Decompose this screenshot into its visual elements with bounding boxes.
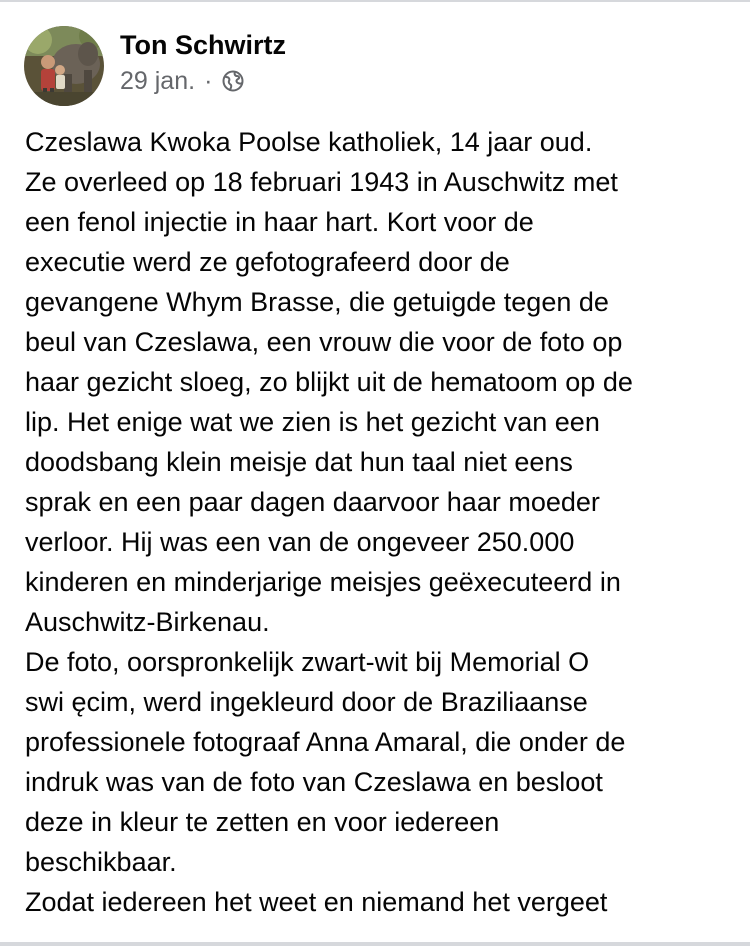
post-header-text: [120, 30, 286, 96]
post-text: [25, 122, 741, 922]
post-text-line: professionele fotograaf Anna Amaral, die onder de: [25, 727, 626, 757]
post-text-line: deze in kleur te zetten en voor iedereen: [25, 807, 500, 837]
avatar-photo: [24, 26, 104, 106]
post-text-line: een fenol injectie in haar hart. Kort voor de: [25, 207, 534, 237]
post-text-line: gevangene Whym Brasse, die getuigde tegen de: [25, 287, 609, 317]
avatar[interactable]: [24, 26, 104, 106]
post-text-line: sprak en een paar dagen daarvoor haar moeder: [25, 487, 600, 517]
post-text-line: haar gezicht sloeg, zo blijkt uit de hematoom op de: [25, 367, 633, 397]
author-name[interactable]: Ton Schwirtz: [120, 30, 286, 60]
post-text-line: kinderen en minderjarige meisjes geëxecuteerd in: [25, 567, 621, 597]
post-text-line: indruk was van de foto van Czeslawa en besloot: [25, 767, 603, 797]
post-text-line: swi ęcim, werd ingekleurd door de Braziliaanse: [25, 687, 588, 717]
post-meta: [120, 66, 286, 96]
post-text-line: beschikbaar.: [25, 847, 177, 877]
post-date[interactable]: 29 jan.: [120, 67, 196, 95]
post-text-line: beul van Czeslawa, een vrouw die voor de foto op: [25, 327, 623, 357]
post-text-line: De foto, oorspronkelijk zwart-wit bij Memorial O: [25, 647, 590, 677]
post-text-line: Zodat iedereen het weet en niemand het vergeet: [25, 887, 608, 917]
globe-icon[interactable]: [221, 69, 245, 93]
post-text-line: Ze overleed op 18 februari 1943 in Auschwitz met: [25, 167, 618, 197]
post-text-line: executie werd ze gefotografeerd door de: [25, 247, 510, 277]
post-text-line: Czeslawa Kwoka Poolse katholiek, 14 jaar oud.: [25, 127, 593, 157]
post-text-line: lip. Het enige wat we zien is het gezicht van een: [25, 407, 600, 437]
post-text-line: doodsbang klein meisje dat hun taal niet eens: [25, 447, 573, 477]
meta-separator: ·: [204, 67, 213, 95]
post-text-line: verloor. Hij was een van de ongeveer 250.000: [25, 527, 575, 557]
bottom-divider: [0, 942, 750, 946]
top-divider: [0, 0, 750, 2]
post-text-line: Auschwitz-Birkenau.: [25, 607, 270, 637]
post-header: [24, 24, 286, 108]
